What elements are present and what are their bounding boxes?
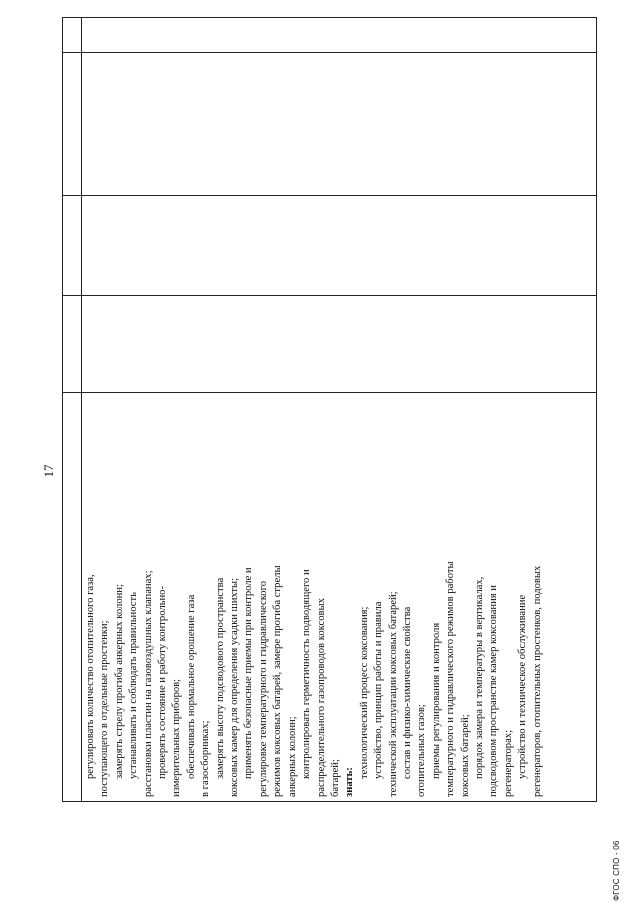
text-line: регенераторах;: [502, 729, 514, 797]
text-line: проверять состояние и работу контрольно-: [157, 586, 169, 779]
text-line: температурного и гидравлического режимов работы: [445, 561, 457, 797]
table-column-divider: [63, 392, 596, 393]
text-line: устройство и техническое обслуживание: [517, 594, 529, 779]
text-line: измерительных приборов;: [171, 678, 183, 797]
table-column-divider: [63, 52, 596, 53]
text-line: приемы регулирования и контроля: [430, 622, 442, 779]
text-line: порядок замера и температуры в вертикалах,: [473, 576, 485, 779]
text-line: режимов коксовых батарей, замере прогиба стрелы: [272, 565, 284, 797]
text-line: коксовых камер для определения усадки шихты;: [229, 577, 241, 797]
text-line: знать:: [344, 767, 356, 797]
text-line: анкерных колонн;: [286, 716, 298, 797]
document-footer: ФГОС СПО - 06: [612, 840, 621, 901]
text-line: коксовых батарей;: [459, 714, 471, 797]
text-line: в газосборниках;: [200, 720, 212, 797]
text-line: технической эксплуатации коксовых батарей;: [387, 591, 399, 797]
text-line: отопительных газов;: [416, 704, 428, 797]
text-line: распределительного газопроводов коксовых: [315, 598, 327, 797]
text-line: поступающего в отдельные простенки;: [99, 620, 111, 797]
text-line: батарей;: [329, 759, 341, 797]
table-row-divider: [81, 18, 82, 801]
table-column-divider: [63, 295, 596, 296]
text-line: замерять высоту подсводового пространства: [214, 577, 226, 779]
text-line: подсводовом пространстве камер коксования и: [488, 585, 500, 797]
text-line: регулировать количество отопительного газа,: [85, 574, 96, 779]
text-line: замерять стрелу прогиба анкерных колонн;: [113, 584, 125, 779]
text-line: устанавливать и соблюдать правильность: [128, 592, 140, 779]
text-line: контролировать герметичность подводящего и: [301, 569, 313, 779]
text-line: состав и физико-химические свойства: [401, 606, 413, 779]
text-line: применять безопасные приемы при контроле и: [243, 567, 255, 779]
text-line: устройство, принцип работы и правила: [373, 601, 385, 779]
text-line: обеспечивать нормальное орошение газа: [185, 594, 197, 779]
text-line: расстановки пластин на газовоздушных клапанах;: [142, 570, 154, 797]
text-line: регенераторов, отопительных простенков, подовых: [531, 565, 543, 797]
competency-text-cell: [84, 397, 545, 797]
text-line: технологический процесс коксования;: [358, 606, 370, 779]
text-line: регулировке температурного и гидравлического: [257, 581, 269, 797]
competency-table: [62, 17, 597, 802]
page-number: 17: [41, 464, 56, 478]
table-column-divider: [63, 195, 596, 196]
